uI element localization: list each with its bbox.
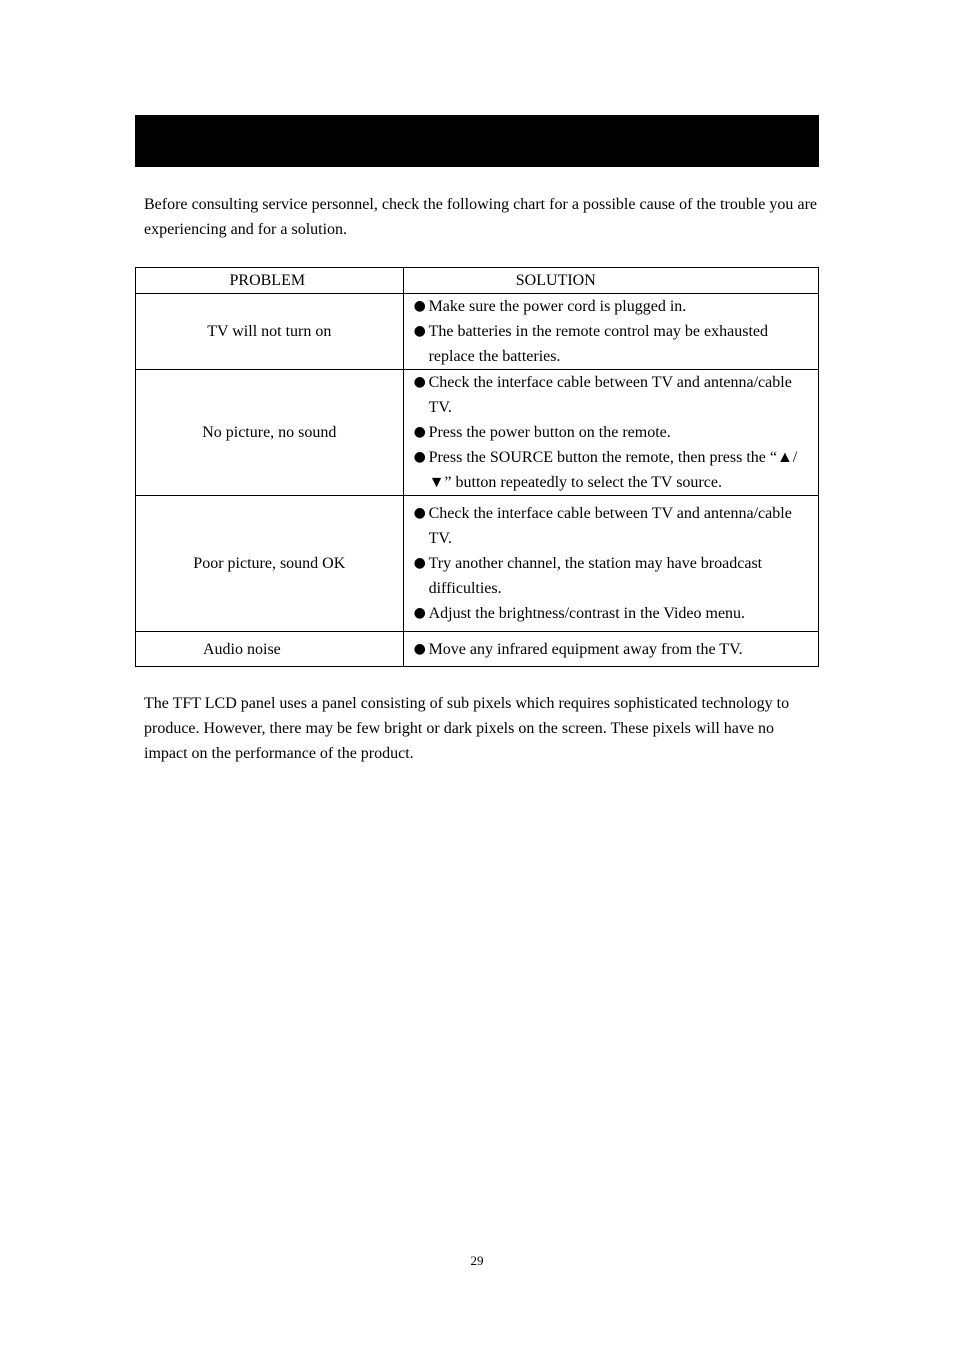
solution-item	[413, 420, 818, 445]
solution-cell	[403, 632, 818, 667]
bullet-icon: ●	[413, 505, 426, 521]
solution-text: Make sure the power cord is plugged in.	[428, 298, 687, 315]
bullet-icon: ●	[413, 424, 426, 440]
solution-text: Check the interface cable between TV and antenna/cable TV.	[428, 374, 792, 416]
table-header-row	[136, 268, 819, 294]
bullet-icon: ●	[413, 640, 426, 657]
solution-cell	[403, 370, 818, 496]
bullet-icon: ●	[413, 555, 426, 571]
solution-item	[413, 601, 818, 626]
solution-cell	[403, 496, 818, 632]
lcd-panel-note: The TFT LCD panel uses a panel consisting of sub pixels which requires sophisticated technology to produce. However, there may be few bright or dark pixels on the screen. These pixels will have no impact on the performance of the product.	[144, 695, 790, 762]
table-row	[136, 294, 819, 370]
problem-cell: No picture, no sound	[136, 370, 404, 496]
page-number: 29	[470, 1253, 484, 1268]
table-row	[136, 496, 819, 632]
solution-item	[413, 551, 818, 601]
bullet-icon: ●	[413, 449, 426, 465]
solution-text: Adjust the brightness/contrast in the Video menu.	[428, 605, 746, 622]
solution-item	[413, 501, 818, 551]
solution-item	[413, 294, 818, 319]
bullet-icon: ●	[413, 374, 426, 390]
problem-column-header: PROBLEM	[136, 268, 404, 294]
solution-item	[413, 370, 818, 420]
troubleshooting-table	[135, 267, 819, 667]
bullet-icon: ●	[413, 298, 426, 314]
solution-text: Press the power button on the remote.	[428, 424, 671, 441]
solution-cell	[403, 294, 818, 370]
solution-text: The batteries in the remote control may be exhausted replace the batteries.	[428, 323, 769, 365]
problem-cell: TV will not turn on	[136, 294, 404, 370]
table-row	[136, 632, 819, 667]
bullet-icon: ●	[413, 605, 426, 621]
problem-cell: Audio noise	[136, 632, 404, 667]
solution-text: Check the interface cable between TV and antenna/cable TV.	[428, 505, 792, 547]
solution-item	[413, 445, 818, 495]
intro-paragraph: Before consulting service personnel, check the following chart for a possible cause of the trouble you are experiencing and for a solution.	[144, 196, 817, 238]
section-title-bar	[135, 115, 819, 167]
table-row	[136, 370, 819, 496]
problem-cell: Poor picture, sound OK	[136, 496, 404, 632]
solution-text: Move any infrared equipment away from the TV.	[428, 640, 743, 658]
solution-item	[413, 637, 818, 662]
solution-item	[413, 319, 818, 369]
solution-text: Press the SOURCE button the remote, then press the “▲/▼” button repeatedly to select the TV source.	[428, 449, 798, 491]
solution-column-header: SOLUTION	[403, 268, 818, 294]
solution-text: Try another channel, the station may have broadcast difficulties.	[428, 555, 763, 597]
bullet-icon: ●	[413, 323, 426, 339]
